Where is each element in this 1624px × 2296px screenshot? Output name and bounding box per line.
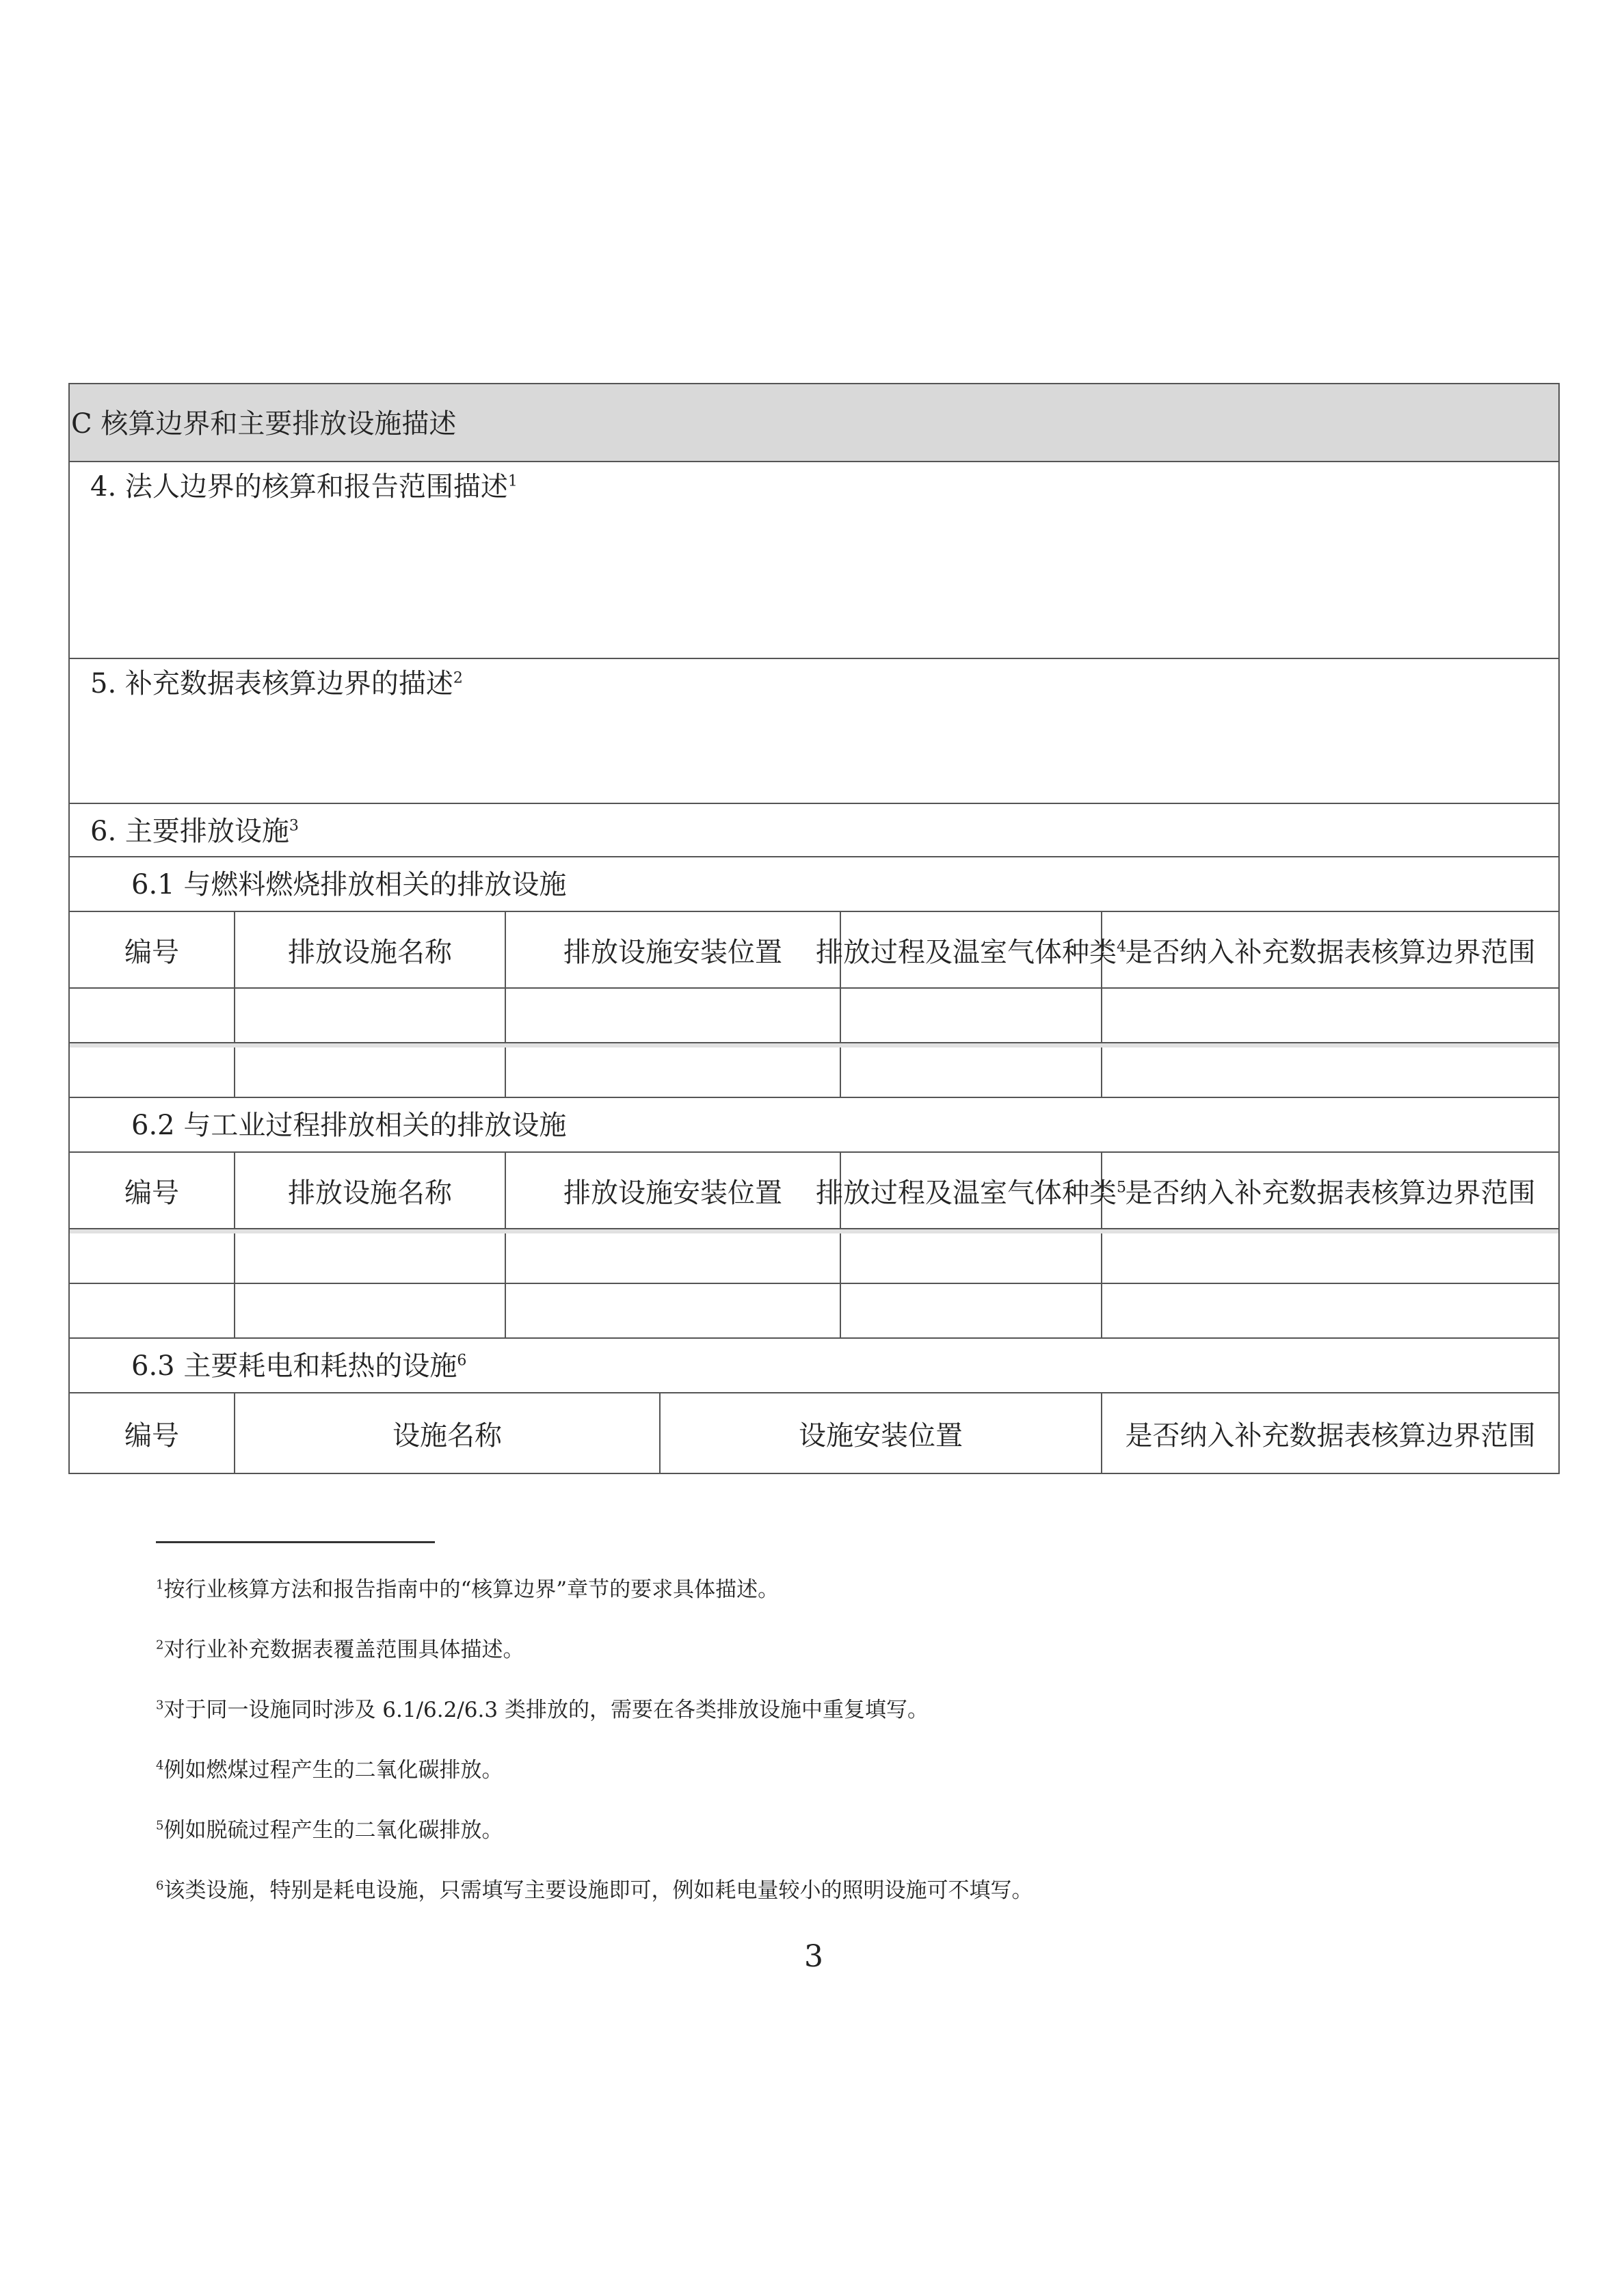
- table-cell[interactable]: [506, 1284, 841, 1337]
- footnote-4: $^4$例如燃煤过程产生的二氧化碳排放。: [156, 1758, 503, 1783]
- item4-block[interactable]: [70, 462, 1558, 659]
- table63-col-location: 设施安装位置: [661, 1393, 1102, 1473]
- table61-col-process: 排放过程及温室气体种类$^4$: [841, 912, 1102, 987]
- table-row: [70, 989, 1558, 1043]
- footnote-ref: 4: [1117, 938, 1126, 956]
- table-cell[interactable]: [841, 989, 1102, 1042]
- table61-col-included: 是否纳入补充数据表核算边界范围: [1125, 936, 1536, 968]
- footnote-6: $^6$该类设施，特别是耗电设施，只需填写主要设施即可，例如耗电量较小的照明设施可不填写。: [156, 1878, 1033, 1903]
- table62-col-name: 排放设施名称: [235, 1153, 506, 1228]
- footnote-divider: [156, 1541, 435, 1543]
- table-cell[interactable]: [70, 1047, 235, 1097]
- footnote-1: $^1$按行业核算方法和报告指南中的“核算边界”章节的要求具体描述。: [156, 1577, 780, 1602]
- footnote-3: $^3$对于同一设施同时涉及 6.1/6.2/6.3 类排放的，需要在各类排放设施中重复填写。: [156, 1698, 929, 1722]
- page-number: 3: [804, 1939, 823, 1974]
- table-cell[interactable]: [841, 1284, 1102, 1337]
- footnote-ref: 5: [1117, 1179, 1126, 1197]
- table61-col-id: 编号: [70, 912, 235, 987]
- table-cell[interactable]: [70, 1284, 235, 1337]
- section-header: [70, 384, 1558, 462]
- item4-label: 4. 法人边界的核算和报告范围描述$^1$: [90, 471, 518, 503]
- table61-header-row: [70, 912, 1558, 989]
- table-cell[interactable]: [1102, 1284, 1558, 1337]
- footnote-ref: 3: [289, 817, 299, 835]
- table-cell[interactable]: [70, 1233, 235, 1283]
- sub61-label: 6.1 与燃料燃烧排放相关的排放设施: [131, 869, 567, 900]
- table62-col-included: 是否纳入补充数据表核算边界范围: [1125, 1177, 1536, 1209]
- table-cell[interactable]: [70, 989, 235, 1042]
- section-title: C 核算边界和主要排放设施描述: [71, 408, 457, 440]
- table62-col-process: 排放过程及温室气体种类$^5$: [841, 1153, 1102, 1228]
- table63-col-id: 编号: [70, 1393, 235, 1473]
- table-cell[interactable]: [506, 1233, 841, 1283]
- table61-col-location: 排放设施安装位置: [506, 912, 841, 987]
- table-cell[interactable]: [235, 1233, 506, 1283]
- boundary-form: [68, 383, 1560, 1474]
- table-cell[interactable]: [235, 1284, 506, 1337]
- table-cell[interactable]: [1102, 1047, 1558, 1097]
- sub63-block: [70, 1339, 1558, 1393]
- table-cell[interactable]: [506, 1047, 841, 1097]
- table-row: [70, 1229, 1558, 1284]
- sub62-label: 6.2 与工业过程排放相关的排放设施: [131, 1110, 567, 1141]
- footnote-ref: 6: [457, 1352, 467, 1370]
- table63-col-included: 是否纳入补充数据表核算边界范围: [1125, 1419, 1536, 1452]
- item5-label: 5. 补充数据表核算边界的描述$^2$: [90, 668, 463, 699]
- footnote-ref: 1: [507, 472, 518, 490]
- table62-header-row: [70, 1153, 1558, 1229]
- sub61-block: [70, 857, 1558, 912]
- table62-col-location: 排放设施安装位置: [506, 1153, 841, 1228]
- table-cell[interactable]: [841, 1233, 1102, 1283]
- table62-col-id: 编号: [70, 1153, 235, 1228]
- sub62-block: [70, 1098, 1558, 1153]
- item5-block[interactable]: [70, 659, 1558, 804]
- footnote-2: $^2$对行业补充数据表覆盖范围具体描述。: [156, 1638, 524, 1662]
- sub63-label: 6.3 主要耗电和耗热的设施$^6$: [131, 1350, 467, 1382]
- table63-col-name: 设施名称: [235, 1393, 661, 1473]
- table63-header-row: [70, 1393, 1558, 1473]
- item6-block: [70, 804, 1558, 857]
- table-cell[interactable]: [235, 1047, 506, 1097]
- table-cell[interactable]: [1102, 1233, 1558, 1283]
- table-cell[interactable]: [235, 989, 506, 1042]
- table-row: [70, 1043, 1558, 1098]
- footnote-5: $^5$例如脱硫过程产生的二氧化碳排放。: [156, 1818, 503, 1843]
- footnote-ref: 2: [453, 669, 463, 687]
- table-cell[interactable]: [841, 1047, 1102, 1097]
- item6-label: 6. 主要排放设施$^3$: [90, 816, 299, 847]
- table-cell[interactable]: [1102, 989, 1558, 1042]
- table-row: [70, 1284, 1558, 1339]
- table61-col-name: 排放设施名称: [235, 912, 506, 987]
- table-cell[interactable]: [506, 989, 841, 1042]
